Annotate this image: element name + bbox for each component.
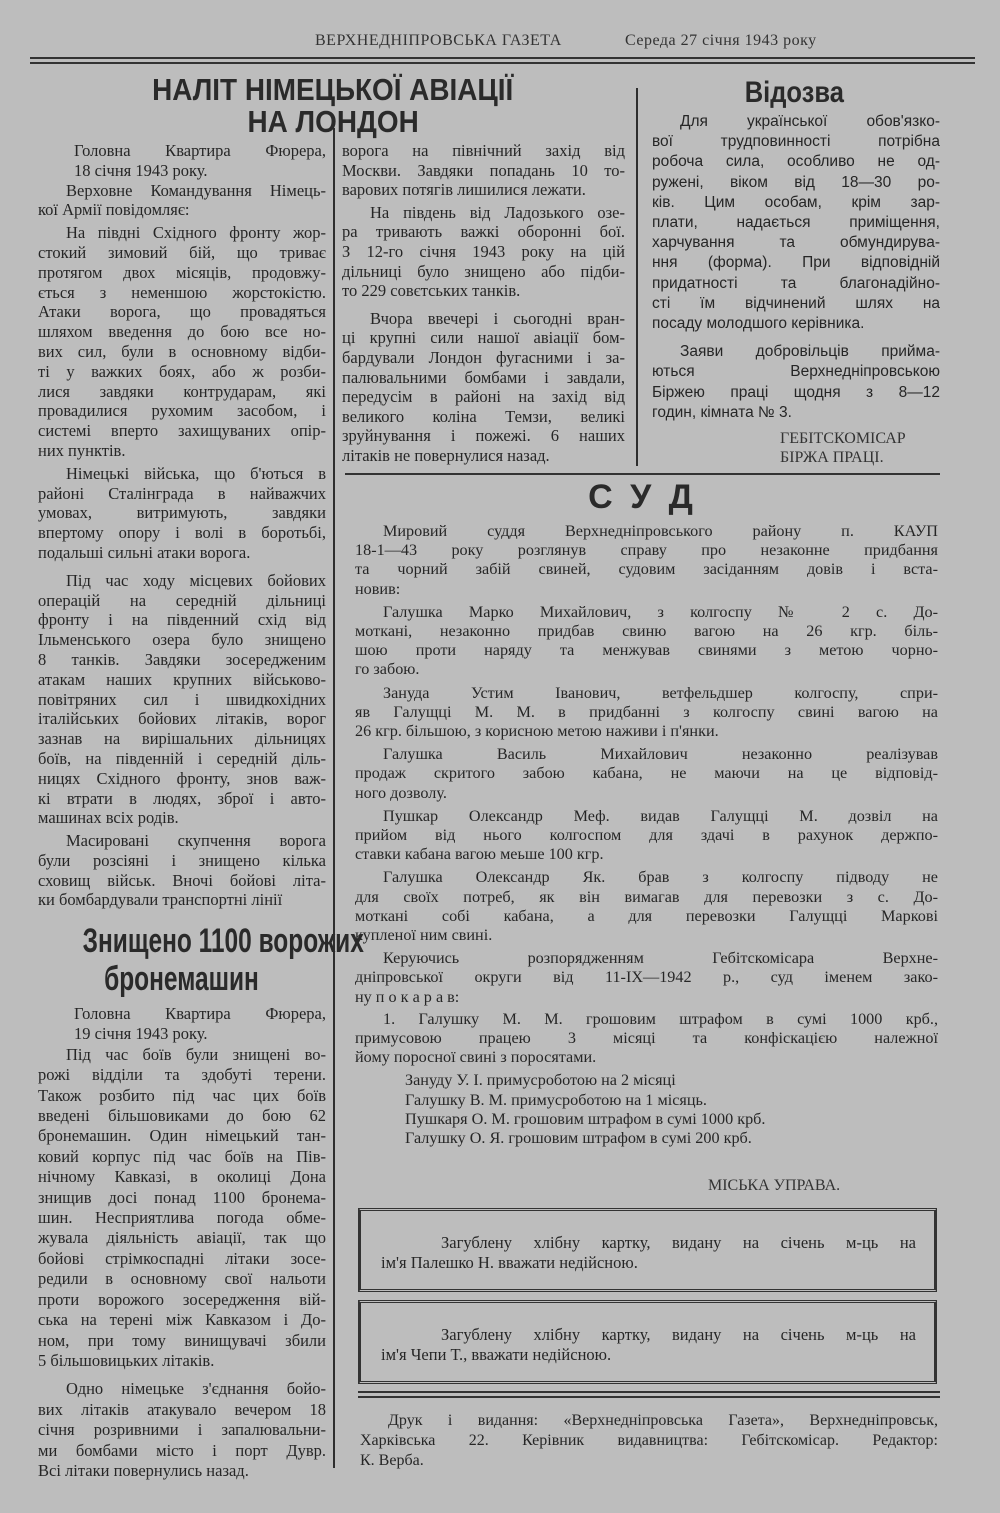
text-line: зазнав на вирішальних дільницях <box>38 729 326 749</box>
paragraph <box>381 1325 916 1365</box>
text-line: для своїх потреб, як він вимагав для перевозки з с. До- <box>355 887 938 906</box>
text-line: Одно німецьке з'єднання бойо- <box>66 1379 326 1399</box>
text-line: вої трудповинності потрібна <box>652 133 940 151</box>
text-line: Загублену хлібну картку, видану на січень м-ць на <box>441 1233 916 1252</box>
paragraph <box>38 831 326 910</box>
imprint <box>360 1411 938 1471</box>
court-body <box>355 522 938 1148</box>
text-line: ружені, віком від 18—30 ро- <box>652 173 940 191</box>
imprint-text <box>360 1411 938 1471</box>
text-line: купленої ним свині. <box>355 926 493 945</box>
text-line: шин. Несприятлива погода обме- <box>38 1208 326 1228</box>
text-line: ння (форма). При відповідній <box>652 254 940 272</box>
text-line: Харківська 22. Керівник видавництва: Гебітскомісар. Редактор: <box>360 1432 938 1449</box>
text-line: ра тривають важкі оборонні бої. <box>342 222 625 242</box>
text-line: робоча сила, особливо не од- <box>652 153 940 171</box>
notice-box <box>358 1208 937 1292</box>
text-line: вих сил, були в основному відби- <box>38 341 326 361</box>
text-line: були розсіяні і знищено кілька <box>38 850 326 870</box>
notice-box <box>358 1300 937 1384</box>
text-line: умовах, витримують, завдяки <box>38 503 326 523</box>
text-line: йому поросної свині з поросятами. <box>355 1048 597 1067</box>
paragraph <box>38 1379 326 1481</box>
notice-text <box>381 1233 916 1273</box>
text-line: бардували Лондон фугасними і за- <box>342 347 625 367</box>
text-line: На півдні Східного фронту жор- <box>66 223 326 243</box>
text-line: палювальними бомбами і завдали, <box>342 367 625 387</box>
text-line: яв Галущці М. М. в придбанні з колгоспу свині вагою на <box>355 702 938 721</box>
text-line: операцій на середній дільниці <box>38 590 326 610</box>
paragraph <box>355 745 938 803</box>
text-line: ницях Східного фронту, знов важ- <box>38 768 326 788</box>
text-line: бронемашин. Один німецький тан- <box>38 1126 326 1146</box>
text-line: Загублену хлібну картку, видану на січень м-ць на <box>441 1325 916 1344</box>
signature-line: ГЕБІТСКОМІСАР <box>780 430 906 447</box>
text-line: рожі відділи та здобуті терени. <box>38 1065 326 1085</box>
text-line: Зануду У. І. примусроботою на 2 місяці <box>405 1071 676 1090</box>
text-line: та чорний забій свиней, судовим засіданням довів і вста- <box>355 560 938 579</box>
text-line: Галушка Василь Михайлович незаконно реалізував <box>383 745 938 764</box>
text-line: На південь від Ладозького озе- <box>370 202 625 222</box>
text-line: Галушку В. М. примусроботою на 1 місяць. <box>405 1090 707 1109</box>
text-line: ці крупні сили нашої авіації бом- <box>342 328 625 348</box>
paragraph <box>355 522 938 599</box>
masthead-rule <box>30 57 975 59</box>
text-line: го забою. <box>355 660 420 679</box>
section-rule <box>345 473 940 475</box>
sentence-list <box>355 1071 938 1148</box>
text-line: ків. Цим особам, крім зар- <box>652 193 940 211</box>
text-line: стокий зимовий бій, що триває <box>38 242 326 262</box>
text-line: системі вперто захищуваних опір- <box>38 421 326 441</box>
text-line: Друк і видання: «Верхнедніпровська Газета», Верхнедніпровськ, <box>388 1412 938 1429</box>
paragraph <box>38 571 326 828</box>
appeal-title-text: Відозва <box>744 76 844 109</box>
text-line: зруйнування і пожежі. 6 наших <box>342 426 625 446</box>
text-line: посаду молодшого керівника. <box>652 315 865 333</box>
text-line: Також розбито під час цих боїв <box>38 1085 326 1105</box>
paragraph <box>355 684 938 742</box>
text-line: районі Сталінграда в найважчих <box>38 483 326 503</box>
text-line: Масировані скупчення ворога <box>66 831 326 851</box>
headline-line: НАЛІТ НІМЕЦЬКОЇ АВІАЦІЇ <box>152 72 514 107</box>
text-line: ються Верхнедніпровською <box>652 363 940 381</box>
text-line: боїв, на південній і середній діль- <box>38 748 326 768</box>
text-line: новив: <box>355 579 401 598</box>
signature-line: БІРЖА ПРАЦІ. <box>780 449 884 466</box>
article-body-left <box>38 141 326 910</box>
paragraph <box>652 112 940 334</box>
text-line: великого коліна Темзи, великі <box>342 406 625 426</box>
paragraph <box>342 141 625 200</box>
text-line: жувала діяльність авіації, так що <box>38 1228 326 1248</box>
text-line: К. Верба. <box>360 1452 424 1469</box>
text-line: сховищ військ. Вночі бойові літа- <box>38 870 326 890</box>
text-line: Вчора ввечері і сьогодні вран- <box>370 308 625 328</box>
text-line: 8 танків. Завдяки зосередженим <box>38 649 326 669</box>
text-line: ська на терені між Кавказом і До- <box>38 1310 326 1330</box>
headline-line: Знищено 1100 ворожих <box>82 922 364 960</box>
text-line: шою проти наряду та менжував свинями з метою чорно- <box>355 641 938 660</box>
text-line: ті у важких боях, або ж розби- <box>38 361 326 381</box>
article-body-middle <box>342 141 625 466</box>
text-line: примусовою працею 3 місяці та конфіскацією належної <box>355 1029 938 1048</box>
article-headline <box>38 74 628 138</box>
text-line: ну п о к а р а в: <box>355 987 460 1006</box>
text-line: Галушка Олександр Як. брав з колгоспу підводу не <box>383 868 938 887</box>
text-line: прийом від нього колгоспом для здачі в рахунок держпо- <box>355 826 938 845</box>
appeal-title <box>648 76 940 110</box>
text-line: дніпровської округи від 11-ІХ—1942 р., суд іменем зако- <box>355 968 938 987</box>
text-line: ковий корпус під час боїв на Пів- <box>38 1146 326 1166</box>
text-line: моткані, незаконно придбав свиню вагою на 26 кгр. біль- <box>355 622 938 641</box>
paragraph <box>342 203 625 301</box>
text-line: 19 січня 1943 року. <box>74 1024 208 1044</box>
text-line: знищив досі понад 1100 бронема- <box>38 1187 326 1207</box>
text-line: літаків не повернулися назад. <box>342 445 550 465</box>
text-line: Головна Квартира Фюрера, <box>74 141 326 160</box>
text-line: Москви. Завдяки попадань 10 то- <box>342 160 625 180</box>
text-line: ється з неменшою жорстокістю. <box>38 282 326 302</box>
text-line: впертому опору і волі в боротьбі, <box>38 523 326 543</box>
text-line: 1. Галушку М. М. грошовим штрафом в сумі 1000 крб., <box>383 1009 938 1028</box>
text-line: Мировий суддя Верхнедніпровського району п. КАУП <box>383 522 938 540</box>
text-line: Заяви добровільців прийма- <box>680 343 940 361</box>
text-line: продаж скритого забою кабана, не маючи на це відповід- <box>355 764 938 783</box>
appeal-body <box>652 112 940 423</box>
dateline <box>38 1004 326 1045</box>
text-line: годин, кімната № 3. <box>652 403 792 421</box>
text-line: Керуючись розпорядженням Гебітскомісара Верхне- <box>383 949 938 968</box>
masthead-rule <box>30 62 975 64</box>
paragraph <box>355 949 938 1007</box>
notice-text <box>381 1325 916 1365</box>
text-line: кої Армії повідомляє: <box>38 200 190 220</box>
paragraph <box>381 1233 916 1273</box>
text-line: кі втрати в людях, зброї і авто- <box>38 788 326 808</box>
text-line: редили в основному свої нальоти <box>38 1269 326 1289</box>
text-line: ім'я Палешко Н. вважати недійсною. <box>381 1253 638 1272</box>
text-line: 18 січня 1943 року. <box>74 160 208 180</box>
text-line: січня розривними і запалювальни- <box>38 1420 326 1440</box>
paragraph <box>342 309 625 466</box>
text-line: плати, надається приміщення, <box>652 214 940 232</box>
text-line: моткані собі кабана, а для перевозки Галущці Маркові <box>355 906 938 925</box>
dateline <box>38 141 326 181</box>
text-line: Ільменського озера було знищено <box>38 630 326 650</box>
imprint-rule <box>358 1396 940 1398</box>
paragraph <box>38 1045 326 1372</box>
text-line: Пушкаря О. М. грошовим штрафом в сумі 1000 крб. <box>405 1109 766 1128</box>
text-line: Під час ходу місцевих бойових <box>66 570 326 590</box>
paragraph <box>38 223 326 461</box>
text-line: атакам наших крупних військово- <box>38 669 326 689</box>
text-line: то 229 совєтських танків. <box>342 281 521 301</box>
text-line: дільниці було знищено або підби- <box>342 261 625 281</box>
text-line: ворога на північний захід від <box>342 141 625 160</box>
text-line: італійських бойових літаків, ворог <box>38 709 326 729</box>
text-line: шляхом введення до бою все но- <box>38 322 326 342</box>
text-line: Верховне Командування Німець- <box>66 180 326 200</box>
column-divider <box>333 128 335 1468</box>
text-line: Для української обов'язко- <box>680 113 940 130</box>
text-line: З 12-го січня 1943 року на цій <box>342 241 625 261</box>
text-line: лися завдяки контрударам, які <box>38 381 326 401</box>
text-line: проти ворожого зосередження вій- <box>38 1289 326 1309</box>
headline-line: бронемашин <box>103 960 259 998</box>
text-line: Біржею праці щодня з 8—12 <box>652 383 940 401</box>
text-line: 18-1—43 року розглянув справу про незаконне придбання <box>355 541 938 560</box>
appeal-signature <box>780 429 906 467</box>
text-line: Зануда Устим Іванович, ветфельдшер колгоспу, спри- <box>383 683 938 702</box>
text-line: Німецькі війська, що б'ються в <box>66 463 326 483</box>
text-line: 26 кгр. більшою, з корисною метою наживи і п'янки. <box>355 722 719 741</box>
paragraph <box>652 342 940 423</box>
text-line: провадилися рухомим засобом, і <box>38 401 326 421</box>
court-signature: МІСЬКА УПРАВА. <box>708 1177 841 1194</box>
text-line: варових потягів лишилися лежати. <box>342 180 586 200</box>
article-body <box>38 1004 326 1481</box>
text-line: Головна Квартира Фюрера, <box>74 1004 326 1023</box>
text-line: ставки кабана вагою меьше 100 кгр. <box>355 845 604 864</box>
article-headline <box>28 922 364 998</box>
column-divider <box>636 88 638 466</box>
text-line: ки бомбардували транспортні лінії <box>38 890 283 910</box>
text-line: ім'я Чепи Т., вважати недійсною. <box>381 1345 612 1364</box>
text-line: придатності та благонадійно- <box>652 274 940 292</box>
text-line: бойові стрімкоспадні літаки зосе- <box>38 1248 326 1268</box>
text-line: вих літаків атакувало вечером 18 <box>38 1399 326 1419</box>
text-line: фронту і на південний схід від <box>38 610 326 630</box>
text-line: передусім в районі на захід від <box>342 387 625 407</box>
text-line: Пушкар Олександр Меф. видав Галущці М. дозвіл на <box>383 806 938 825</box>
text-line: них пунктів. <box>38 440 126 460</box>
text-line: введені більшовиками до бою 62 <box>38 1106 326 1126</box>
paragraph <box>38 181 326 221</box>
text-line: Атаки ворога, що провадяться <box>38 302 326 322</box>
newspaper-name: ВЕРХНЕДНІПРОВСЬКА ГАЗЕТА <box>315 32 562 49</box>
text-line: ми бомбами місто і порт Дувр. <box>38 1440 326 1460</box>
imprint-rule <box>358 1391 940 1393</box>
text-line: нічному Кавказі, в околиці Дона <box>38 1167 326 1187</box>
text-line: Галушку О. Я. грошовим штрафом в сумі 200 крб. <box>405 1129 752 1148</box>
text-line: подальші сильні атаки ворога. <box>38 542 251 562</box>
text-line: повітряних сил і швидкохідних <box>38 689 326 709</box>
text-line: ного дозволу. <box>355 783 447 802</box>
court-title: С У Д <box>588 478 697 516</box>
text-line: машинах всіх родів. <box>38 808 179 828</box>
text-line: Всі літаки повернулись назад. <box>38 1460 249 1480</box>
headline-line: НА ЛОНДОН <box>247 104 419 139</box>
paragraph <box>355 603 938 680</box>
paragraph <box>355 807 938 865</box>
text-line: протягом двох місяців, продовжу- <box>38 262 326 282</box>
issue-date: Середа 27 січня 1943 року <box>625 32 817 49</box>
text-line: 5 більшовицьких літаків. <box>38 1350 215 1370</box>
text-line: Галушка Марко Михайлович, з колгоспу № 2 с. До- <box>383 602 938 621</box>
text-line: Під час боїв були знищені во- <box>66 1044 326 1064</box>
paragraph <box>355 868 938 945</box>
text-line: харчування та обмундирува- <box>652 234 940 252</box>
paragraph <box>38 464 326 563</box>
paragraph <box>355 1010 938 1068</box>
text-line: сті їм відчинений шлях на <box>652 294 940 312</box>
text-line: ном, при тому винищувачі збили <box>38 1330 326 1350</box>
